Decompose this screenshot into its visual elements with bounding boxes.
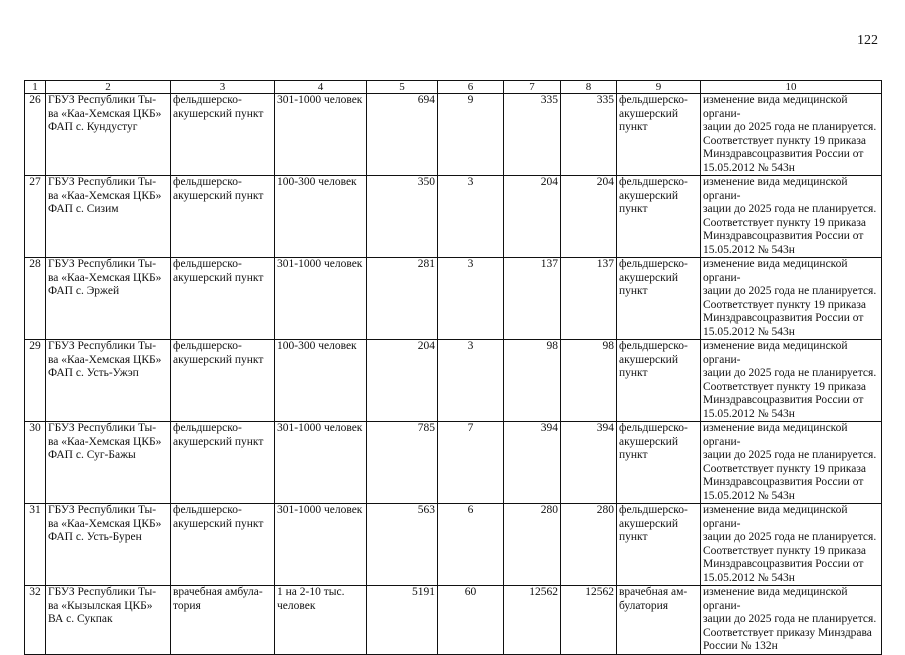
row-number: 31 xyxy=(25,504,46,586)
value-col7: 12562 xyxy=(504,586,561,655)
value-col5: 5191 xyxy=(367,586,438,655)
facility-type: фельдшерско- акушерский пункт xyxy=(171,94,275,176)
facility-type: фельдшерско- акушерский пункт xyxy=(171,422,275,504)
column-header: 10 xyxy=(701,81,882,94)
population-range: 301-1000 человек xyxy=(275,504,367,586)
value-col5: 785 xyxy=(367,422,438,504)
value-col6: 9 xyxy=(438,94,504,176)
column-header: 4 xyxy=(275,81,367,94)
row-number: 29 xyxy=(25,340,46,422)
medical-facilities-table xyxy=(24,80,882,655)
comment: изменение вида медицинской органи- зации до 2025 года не планируется. Соответствует пункту 19 приказа Минздравсоцразвития России от 15.05.2012 № 543н xyxy=(701,504,882,586)
value-col5: 350 xyxy=(367,176,438,258)
value-col8: 12562 xyxy=(561,586,617,655)
organization-name: ГБУЗ Республики Ты- ва «Каа-Хемская ЦКБ» ФАП с. Усть-Бурен xyxy=(46,504,171,586)
value-col5: 563 xyxy=(367,504,438,586)
row-number: 27 xyxy=(25,176,46,258)
population-range: 301-1000 человек xyxy=(275,258,367,340)
organization-name: ГБУЗ Республики Ты- ва «Каа-Хемская ЦКБ» ФАП с. Кундустуг xyxy=(46,94,171,176)
organization-name: ГБУЗ Республики Ты- ва «Каа-Хемская ЦКБ» ФАП с. Сизим xyxy=(46,176,171,258)
population-range: 301-1000 человек xyxy=(275,422,367,504)
value-col8: 204 xyxy=(561,176,617,258)
comment: изменение вида медицинской органи- зации до 2025 года не планируется. Соответствует пункту 19 приказа Минздравсоцразвития России от 15.05.2012 № 543н xyxy=(701,340,882,422)
table-row xyxy=(25,422,882,504)
facility-type: врачебная амбула- тория xyxy=(171,586,275,655)
comment: изменение вида медицинской органи- зации до 2025 года не планируется. Соответствует приказу Минздрава России № 132н xyxy=(701,586,882,655)
organization-name: ГБУЗ Республики Ты- ва «Каа-Хемская ЦКБ» ФАП с. Суг-Бажы xyxy=(46,422,171,504)
column-header: 9 xyxy=(617,81,701,94)
value-col6: 3 xyxy=(438,340,504,422)
row-number: 32 xyxy=(25,586,46,655)
facility-type: фельдшерско- акушерский пункт xyxy=(171,258,275,340)
facility-type: фельдшерско- акушерский пункт xyxy=(171,176,275,258)
value-col6: 7 xyxy=(438,422,504,504)
value-col8: 137 xyxy=(561,258,617,340)
row-number: 26 xyxy=(25,94,46,176)
column-header: 1 xyxy=(25,81,46,94)
column-header: 5 xyxy=(367,81,438,94)
comment: изменение вида медицинской органи- зации до 2025 года не планируется. Соответствует пункту 19 приказа Минздравсоцразвития России от 15.05.2012 № 543н xyxy=(701,422,882,504)
target-type: фельдшерско- акушерский пункт xyxy=(617,422,701,504)
table-row xyxy=(25,340,882,422)
population-range: 100-300 человек xyxy=(275,176,367,258)
row-number: 28 xyxy=(25,258,46,340)
target-type: врачебная ам- булатория xyxy=(617,586,701,655)
facility-type: фельдшерско- акушерский пункт xyxy=(171,504,275,586)
value-col7: 335 xyxy=(504,94,561,176)
page-number: 122 xyxy=(857,33,878,48)
comment: изменение вида медицинской органи- зации до 2025 года не планируется. Соответствует пункту 19 приказа Минздравсоцразвития России от 15.05.2012 № 543н xyxy=(701,176,882,258)
value-col7: 280 xyxy=(504,504,561,586)
target-type: фельдшерско- акушерский пункт xyxy=(617,340,701,422)
value-col5: 281 xyxy=(367,258,438,340)
value-col5: 694 xyxy=(367,94,438,176)
column-header: 3 xyxy=(171,81,275,94)
value-col7: 137 xyxy=(504,258,561,340)
population-range: 1 на 2-10 тыс. человек xyxy=(275,586,367,655)
target-type: фельдшерско- акушерский пункт xyxy=(617,504,701,586)
value-col8: 394 xyxy=(561,422,617,504)
target-type: фельдшерско- акушерский пункт xyxy=(617,258,701,340)
value-col8: 280 xyxy=(561,504,617,586)
value-col7: 394 xyxy=(504,422,561,504)
table-header-row xyxy=(25,81,882,94)
table-row xyxy=(25,94,882,176)
value-col6: 6 xyxy=(438,504,504,586)
value-col6: 3 xyxy=(438,258,504,340)
table-row xyxy=(25,504,882,586)
target-type: фельдшерско- акушерский пункт xyxy=(617,94,701,176)
table-row xyxy=(25,586,882,655)
population-range: 100-300 человек xyxy=(275,340,367,422)
value-col5: 204 xyxy=(367,340,438,422)
value-col6: 3 xyxy=(438,176,504,258)
column-header: 6 xyxy=(438,81,504,94)
organization-name: ГБУЗ Республики Ты- ва «Кызылская ЦКБ» ВА с. Сукпак xyxy=(46,586,171,655)
column-header: 7 xyxy=(504,81,561,94)
value-col6: 60 xyxy=(438,586,504,655)
value-col7: 204 xyxy=(504,176,561,258)
column-header: 2 xyxy=(46,81,171,94)
organization-name: ГБУЗ Республики Ты- ва «Каа-Хемская ЦКБ» ФАП с. Усть-Ужэп xyxy=(46,340,171,422)
comment: изменение вида медицинской органи- зации до 2025 года не планируется. Соответствует пункту 19 приказа Минздравсоцразвития России от 15.05.2012 № 543н xyxy=(701,94,882,176)
column-header: 8 xyxy=(561,81,617,94)
row-number: 30 xyxy=(25,422,46,504)
target-type: фельдшерско- акушерский пункт xyxy=(617,176,701,258)
comment: изменение вида медицинской органи- зации до 2025 года не планируется. Соответствует пункту 19 приказа Минздравсоцразвития России от 15.05.2012 № 543н xyxy=(701,258,882,340)
population-range: 301-1000 человек xyxy=(275,94,367,176)
facility-type: фельдшерско- акушерский пункт xyxy=(171,340,275,422)
table-row xyxy=(25,258,882,340)
table-row xyxy=(25,176,882,258)
value-col8: 335 xyxy=(561,94,617,176)
organization-name: ГБУЗ Республики Ты- ва «Каа-Хемская ЦКБ» ФАП с. Эржей xyxy=(46,258,171,340)
value-col7: 98 xyxy=(504,340,561,422)
value-col8: 98 xyxy=(561,340,617,422)
